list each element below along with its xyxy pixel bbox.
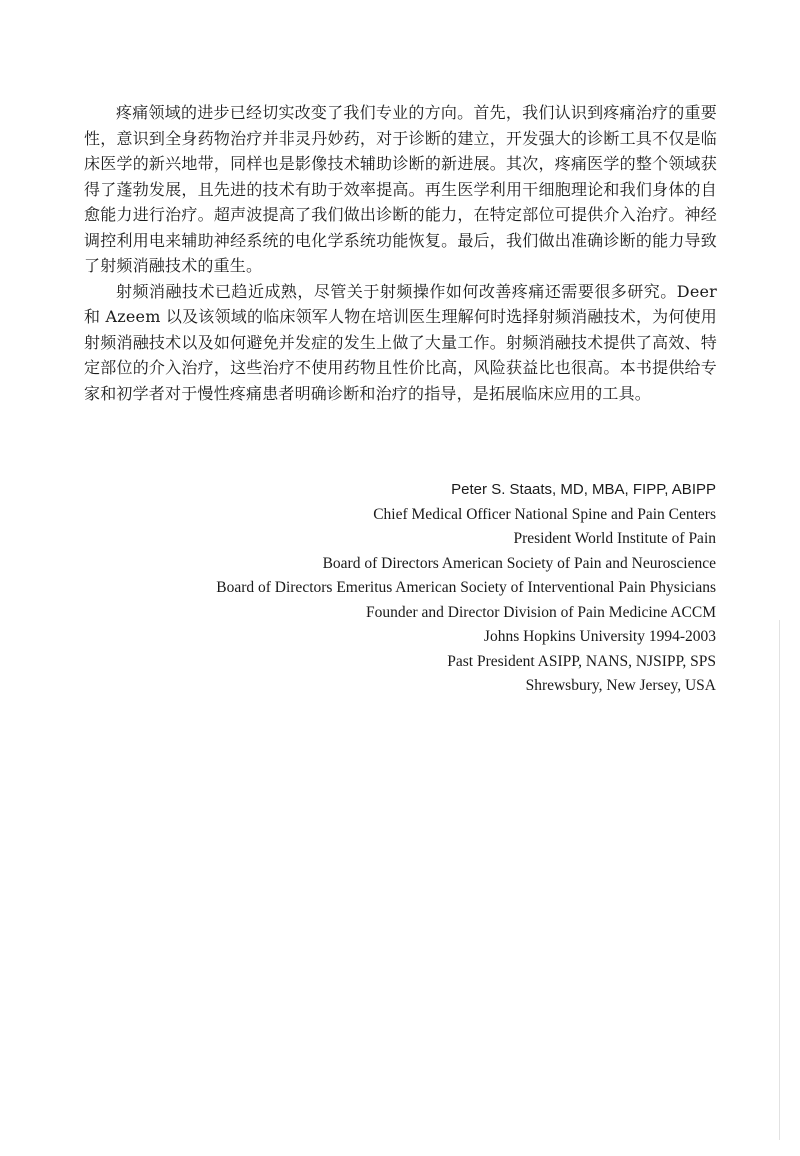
signature-line-1: Chief Medical Officer National Spine and Pain Centers (373, 505, 716, 523)
paragraph-1: 疼痛领域的进步已经切实改变了我们专业的方向。首先，我们认识到疼痛治疗的重要性，意识到全身药物治疗并非灵丹妙药，对于诊断的建立，开发强大的诊断工具不仅是临床医学的新兴地带，同样也是影像技术辅助诊断的新进展。其次，疼痛医学的整个领域获得了蓬勃发展，且先进的技术有助于效率提高。再生医学利用干细胞理论和我们身体的自愈能力进行治疗。超声波提高了我们做出诊断的能力，在特定部位可提供介入治疗。神经调控利用电来辅助神经系统的电化学系统功能恢复。最后，我们做出准确诊断的能力导致了射频消融技术的重生。 (84, 103, 717, 275)
paragraph-2: 射频消融技术已趋近成熟，尽管关于射频操作如何改善疼痛还需要很多研究。Deer 和 Azeem 以及该领域的临床领军人物在培训医生理解何时选择射频消融技术，为何使用射频消融技术以及如何避免并发症的发生上做了大量工作。射频消融技术提供了高效、特定部位的介入治疗，这些治疗不使用药物且性价比高，风险获益比也很高。本书提供给专家和初学者对于慢性疼痛患者明确诊断和治疗的指导，是拓展临床应用的工具。 (84, 281, 717, 403)
signature-name: Peter S. Staats, MD, MBA, FIPP, ABIPP (451, 481, 716, 498)
signature-line-4: Board of Directors Emeritus American Society of Interventional Pain Physicians (216, 579, 716, 596)
signature-line-5: Founder and Director Division of Pain Medicine ACCM (366, 603, 716, 621)
signature-line-3: Board of Directors American Society of Pain and Neuroscience (322, 554, 716, 572)
signature-line-8: Shrewsbury, New Jersey, USA (525, 677, 716, 694)
signature-block (96, 478, 716, 699)
signature-line-7: Past President ASIPP, NANS, NJSIPP, SPS (447, 652, 716, 670)
body-text (84, 100, 717, 406)
page-edge-shadow (779, 620, 780, 1140)
signature-line-6: Johns Hopkins University 1994-2003 (483, 628, 716, 645)
signature-line-2: President World Institute of Pain (513, 530, 716, 547)
